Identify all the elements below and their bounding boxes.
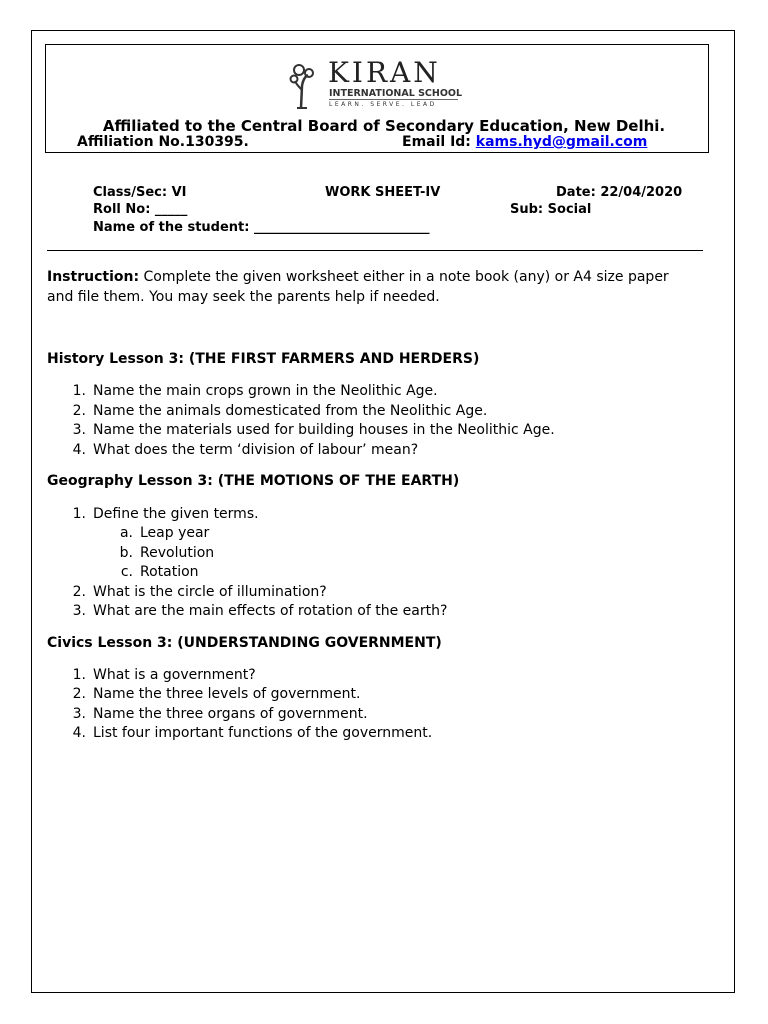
email-row bbox=[402, 134, 647, 150]
instruction-label: Instruction: bbox=[47, 269, 140, 285]
question-item: 4. List four important functions of the government. bbox=[72, 725, 433, 741]
question-item: 3. Name the materials used for building houses in the Neolithic Age. bbox=[72, 422, 555, 438]
affiliation-number: Affiliation No.130395. bbox=[77, 134, 249, 150]
email-link[interactable]: kams.hyd@gmail.com bbox=[475, 134, 648, 150]
logo-wordmark: KIRAN bbox=[328, 56, 441, 89]
student-name: Name of the student: ___________________________ bbox=[93, 220, 430, 235]
question-item: 1. Name the main crops grown in the Neolithic Age. bbox=[72, 383, 438, 399]
divider-line bbox=[47, 250, 703, 251]
instruction-block bbox=[47, 268, 697, 307]
subquestion-item: c. Rotation bbox=[120, 564, 199, 580]
question-item: 1. What is a government? bbox=[72, 667, 256, 683]
affiliation-text: Affiliated to the Central Board of Secondary Education, New Delhi. bbox=[102, 117, 666, 135]
question-item: 4. What does the term ‘division of labour’ mean? bbox=[72, 442, 419, 458]
subquestion-item: a. Leap year bbox=[119, 525, 210, 541]
question-item: 3. What are the main effects of rotation of the earth? bbox=[72, 603, 448, 619]
worksheet-date: Date: 22/04/2020 bbox=[556, 185, 683, 200]
class-section: Class/Sec: VI bbox=[93, 185, 187, 200]
instruction-text: Complete the given worksheet either in a note book (any) or A4 size paper and file them. You may seek the parents help if needed. bbox=[47, 269, 669, 305]
tree-logo-icon bbox=[287, 60, 321, 110]
geography-section-title: Geography Lesson 3: (THE MOTIONS OF THE EARTH) bbox=[47, 473, 460, 489]
history-section-title: History Lesson 3: (THE FIRST FARMERS AND HERDERS) bbox=[47, 351, 480, 367]
school-logo bbox=[287, 56, 467, 112]
logo-rule bbox=[329, 99, 458, 100]
roll-number: Roll No: _____ bbox=[93, 202, 188, 217]
question-item: 2. What is the circle of illumination? bbox=[72, 584, 327, 600]
email-label: Email Id: bbox=[402, 134, 471, 150]
logo-school-name: INTERNATIONAL SCHOOL bbox=[329, 88, 463, 99]
civics-section-title: Civics Lesson 3: (UNDERSTANDING GOVERNMENT) bbox=[47, 635, 442, 651]
subject: Sub: Social bbox=[510, 202, 592, 217]
worksheet-title: WORK SHEET-IV bbox=[325, 185, 441, 200]
logo-tagline: LEARN. SERVE. LEAD bbox=[329, 101, 437, 108]
subquestion-item: b. Revolution bbox=[119, 545, 215, 561]
question-item: 1. Define the given terms. bbox=[72, 506, 259, 522]
question-item: 2. Name the three levels of government. bbox=[72, 686, 361, 702]
question-item: 3. Name the three organs of government. bbox=[72, 706, 368, 722]
question-item: 2. Name the animals domesticated from the Neolithic Age. bbox=[72, 403, 488, 419]
